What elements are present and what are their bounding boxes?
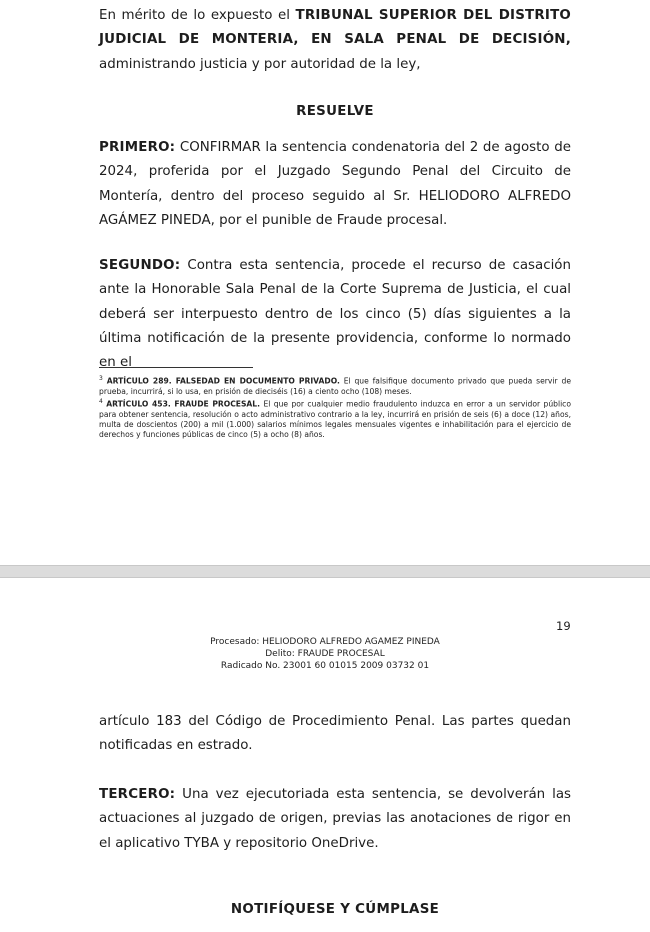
footnote-text: El que falsifique documento privado que pueda servir de prueba, incurrirá, si lo usa, en prisión de dieciséis (16) a ciento ocho (108) meses.	[99, 376, 571, 396]
page-break	[0, 565, 650, 578]
case-header	[150, 637, 500, 672]
segundo-paragraph	[99, 254, 571, 375]
primero-paragraph	[99, 136, 571, 233]
continuation-paragraph: artículo 183 del Código de Procedimiento Penal. Las partes quedan notificadas en estrado.	[99, 714, 571, 754]
footnotes	[99, 374, 571, 440]
header-radicado: Radicado No. 23001 60 01015 2009 03732 01	[220, 660, 430, 671]
header-delito: Delito: FRAUDE PROCESAL	[265, 648, 385, 659]
tercero-paragraph	[99, 783, 571, 856]
resuelve-heading: RESUELVE	[296, 104, 374, 119]
document-page-2	[0, 578, 650, 932]
primero-text: CONFIRMAR la sentencia condenatoria del 2 de agosto de 2024, proferida por el Juzgado Segundo Penal del Circuito de Montería, dentro del proceso seguido al Sr. HELIODORO ALFREDO AGÁMEZ PINEDA, por el punible de Fraude procesal.	[99, 140, 571, 228]
intro-suffix: administrando justicia y por autoridad de la ley,	[99, 56, 421, 72]
footnote-marker: 4	[99, 397, 103, 405]
primero-label: PRIMERO:	[99, 140, 176, 155]
segundo-text: Contra esta sentencia, procede el recurso de casación ante la Honorable Sala Penal de la Corte Suprema de Justicia, el cual deberá ser interpuesto dentro de los cinco (5) días siguientes a la última notificación de la presente providencia, conforme lo normado en el	[99, 258, 571, 371]
intro-paragraph	[99, 4, 571, 77]
closing-heading: NOTIFÍQUESE Y CÚMPLASE	[230, 902, 440, 917]
tercero-text: Una vez ejecutoriada esta sentencia, se devolverán las actuaciones al juzgado de origen, previas las anotaciones de rigor en el aplicativo TYBA y repositorio OneDrive.	[99, 787, 571, 851]
header-procesado: Procesado: HELIODORO ALFREDO AGAMEZ PINEDA	[210, 637, 440, 647]
page-number: 19	[556, 619, 571, 633]
footnote-title: ARTÍCULO 289. FALSEDAD EN DOCUMENTO PRIVADO.	[106, 376, 340, 386]
segundo-label: SEGUNDO:	[99, 258, 181, 273]
footnote-text: El que por cualquier medio fraudulento induzca en error a un servidor público para obtener sentencia, resolución o acto administrativo contrario a la ley, incurrirá en prisión de seis (6) a doce (12) años, multa de doscientos (200) a mil (1.000) salarios mínimos legales mensuales vigentes e inhabilitación para el ejercicio de derechos y funciones públicas de cinco (5) a ocho (8) años.	[99, 399, 572, 440]
footnote	[99, 397, 571, 440]
footnote-title: ARTÍCULO 453. FRAUDE PROCESAL.	[106, 399, 261, 409]
intro-prefix: En mérito de lo expuesto el	[99, 8, 296, 23]
tercero-label: TERCERO:	[99, 787, 176, 802]
footnote-divider	[99, 367, 253, 368]
footnote	[99, 374, 571, 397]
court-name: TRIBUNAL SUPERIOR DEL DISTRITO JUDICIAL DE MONTERIA, EN SALA PENAL DE DECISIÓN,	[99, 8, 572, 48]
footnote-marker: 3	[99, 375, 103, 382]
